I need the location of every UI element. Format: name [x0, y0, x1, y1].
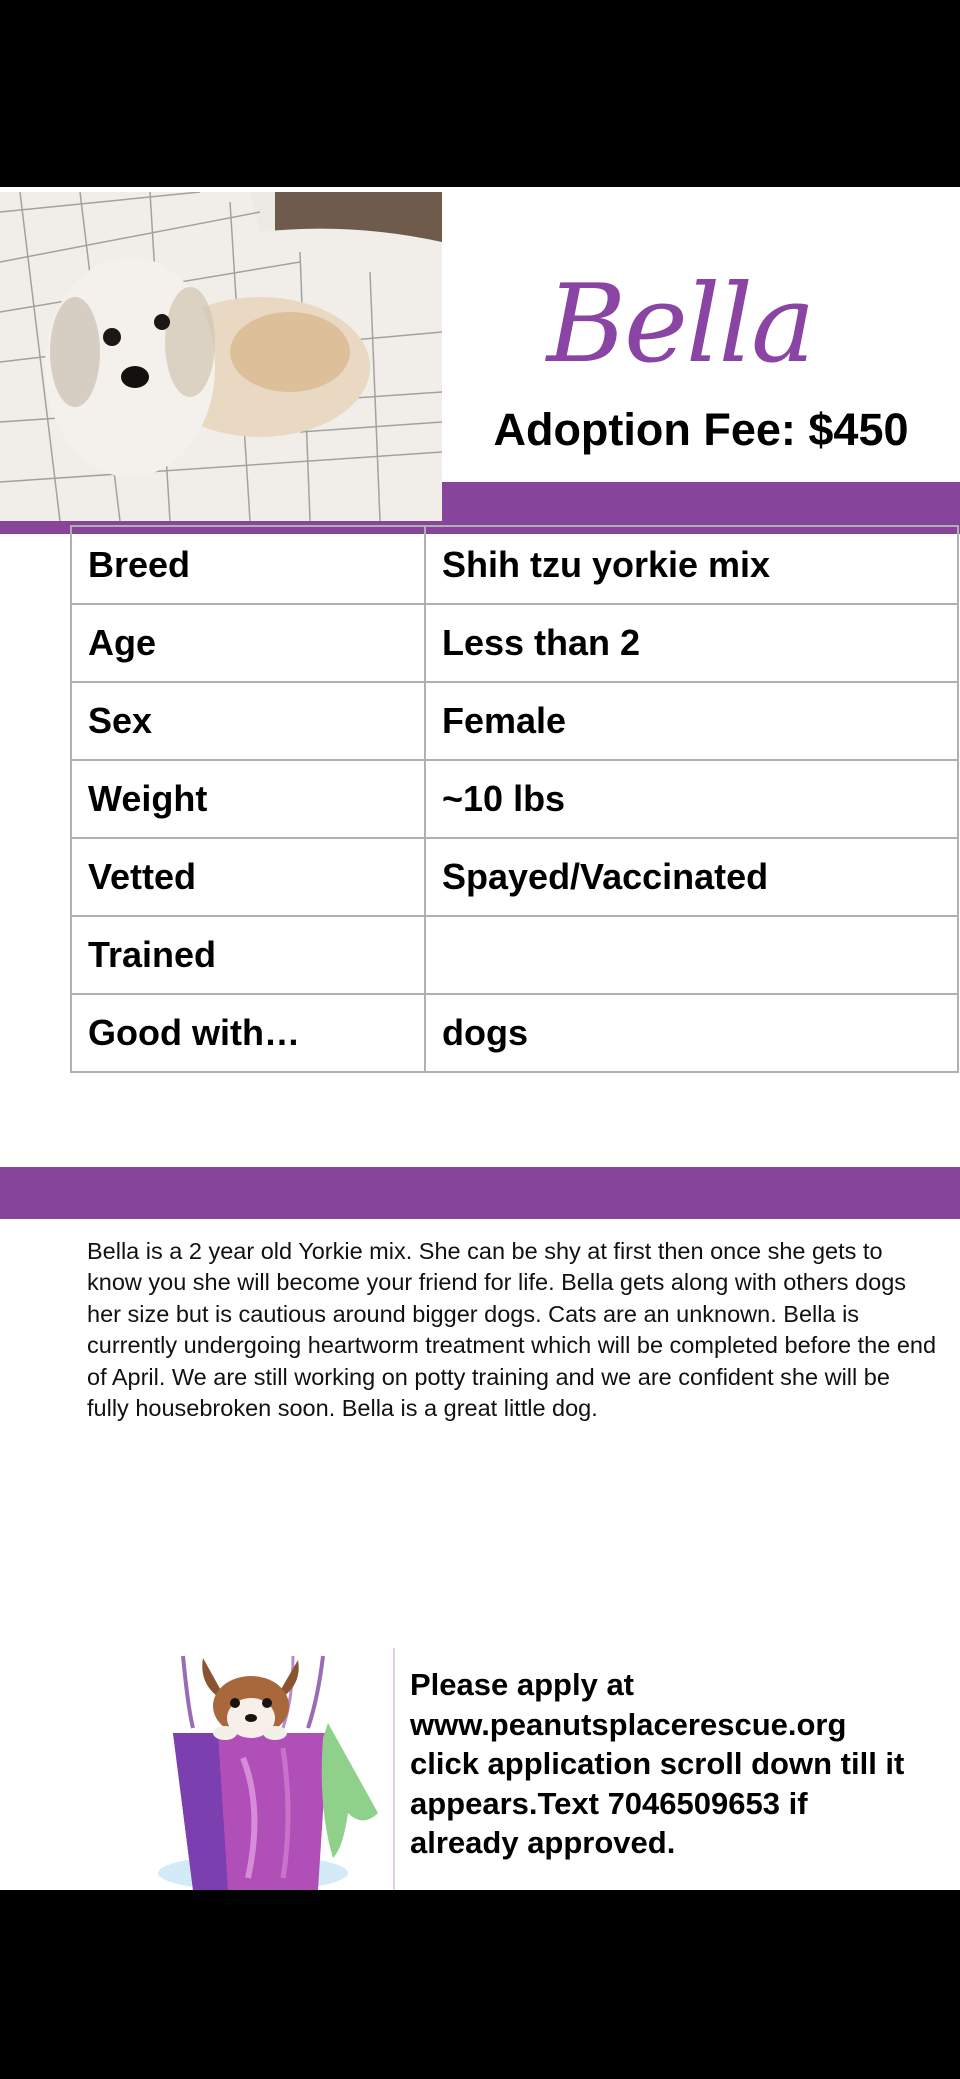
row-label-good-with: Good with… [71, 994, 425, 1072]
apply-instructions [410, 1665, 950, 1863]
apply-line-3: click application scroll down till it [410, 1746, 905, 1781]
row-value-good-with: dogs [425, 994, 958, 1072]
row-label-weight: Weight [71, 760, 425, 838]
accent-bar-middle [0, 1167, 960, 1219]
row-value-breed: Shih tzu yorkie mix [425, 526, 958, 604]
row-label-trained: Trained [71, 916, 425, 994]
row-label-age: Age [71, 604, 425, 682]
chihuahua-bag-illustration [143, 1648, 393, 1890]
table-row [71, 838, 958, 916]
table-row [71, 604, 958, 682]
pet-name-title: Bella [546, 262, 814, 387]
apply-website-link[interactable]: www.peanutsplacerescue.org [410, 1706, 847, 1742]
row-label-vetted: Vetted [71, 838, 425, 916]
row-label-breed: Breed [71, 526, 425, 604]
table-row [71, 682, 958, 760]
table-row [71, 994, 958, 1072]
row-value-trained [425, 916, 958, 994]
apply-line-5: already approved. [410, 1825, 676, 1860]
pet-description: Bella is a 2 year old Yorkie mix. She can be shy at first then once she gets to know you she will become your friend for life. Bella gets along with others dogs her size but is cautious around bigger dogs. Cats are an unknown. Bella is currently undergoing heartworm treatment which will be completed before the end of April. We are still working on potty training and we are confident she will be fully housebroken soon. Bella is a great little dog. [87, 1238, 937, 1422]
row-value-age: Less than 2 [425, 604, 958, 682]
row-label-sex: Sex [71, 682, 425, 760]
table-row [71, 916, 958, 994]
footer-divider [393, 1648, 395, 1890]
dog-photo [0, 192, 442, 521]
table-row [71, 526, 958, 604]
chihuahua-bag-icon [143, 1648, 393, 1890]
row-value-sex: Female [425, 682, 958, 760]
details-table [70, 525, 959, 1073]
table-row [71, 760, 958, 838]
apply-line-4: appears.Text 7046509653 if [410, 1785, 808, 1821]
dog-photo-illustration [0, 192, 442, 521]
adoption-fee: Adoption Fee: $450 [493, 404, 909, 455]
adoption-flyer [0, 187, 960, 1890]
apply-line-1: Please apply at [410, 1667, 635, 1702]
row-value-weight: ~10 lbs [425, 760, 958, 838]
row-value-vetted: Spayed/Vaccinated [425, 838, 958, 916]
